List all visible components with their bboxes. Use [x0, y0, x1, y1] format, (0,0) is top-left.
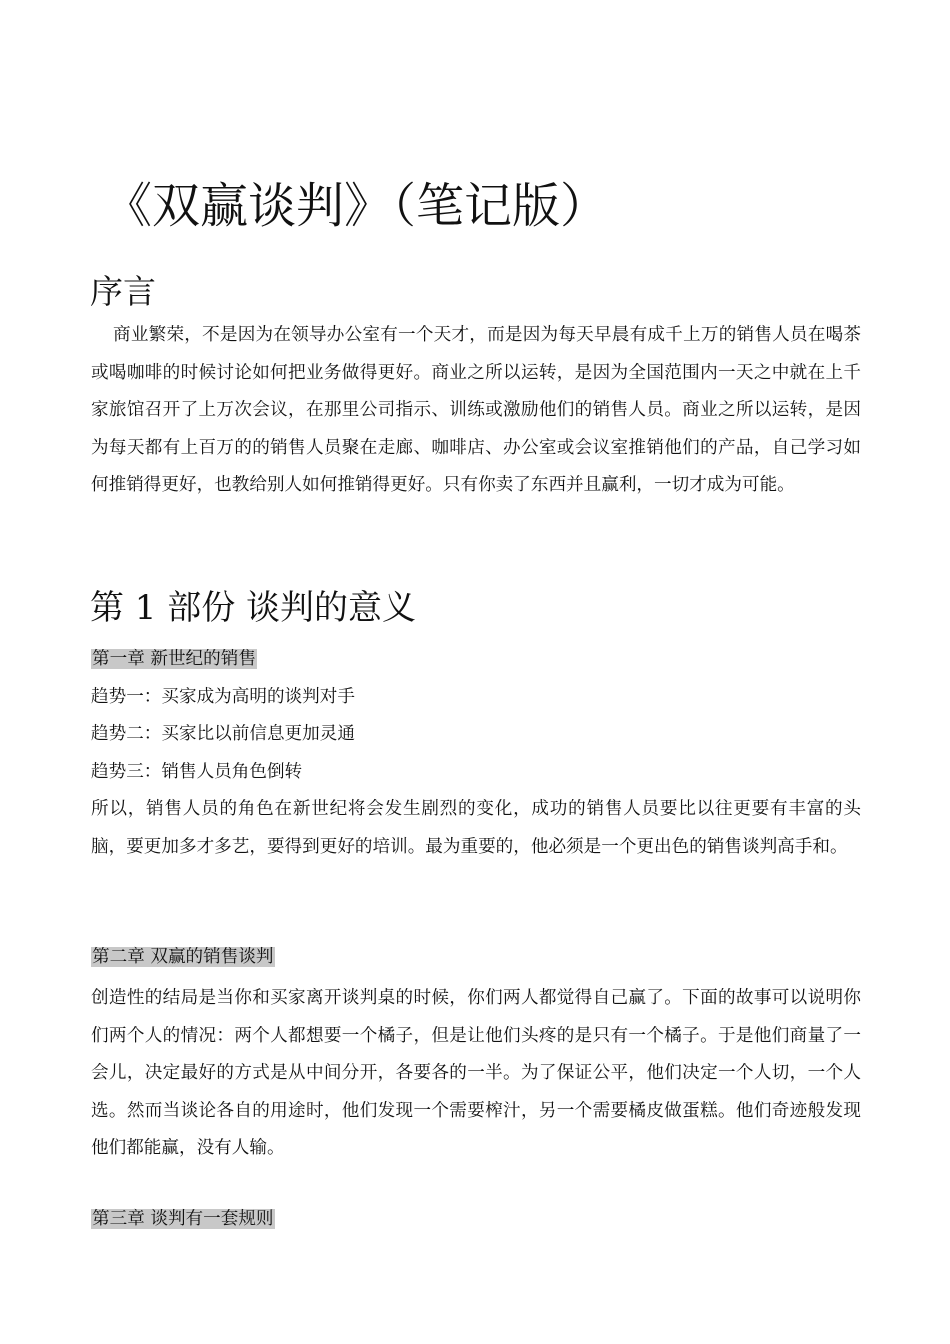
chapter-1-title [91, 647, 257, 671]
chapter-3-title [91, 1207, 275, 1231]
preface-paragraph: 商业繁荣，不是因为在领导办公室有一个天才，而是因为每天早晨有成千上万的销售人员在喝茶或喝咖啡的时候讨论如何把业务做得更好。商业之所以运转，是因为全国范围内一天之中就在上千家旅馆召开了上万次会议，在那里公司指示、训练或激励他们的销售人员。商业之所以运转，是因为每天都有上百万的的销售人员聚在走廊、咖啡店、办公室或会议室推销他们的产品，自己学习如何推销得更好，也教给别人如何推销得更好。只有你卖了东西并且赢利，一切才成为可能。 [91, 325, 861, 495]
trend-1: 趋势一：买家成为高明的谈判对手 [91, 687, 355, 707]
trend-3: 趋势三：销售人员角色倒转 [91, 762, 303, 782]
chapter-1-paragraph: 所以，销售人员的角色在新世纪将会发生剧烈的变化，成功的销售人员要比以往更要有丰富的头脑，要更加多才多艺，要得到更好的培训。最为重要的，他必须是一个更出色的销售谈判高手和。 [91, 799, 861, 857]
chapter-1-title-text: 第一章 新世纪的销售 [92, 649, 256, 669]
chapter-2-paragraph: 创造性的结局是当你和买家离开谈判桌的时候，你们两人都觉得自己赢了。下面的故事可以说明你们两个人的情况：两个人都想要一个橘子，但是让他们头疼的是只有一个橘子。于是他们商量了一会儿，决定最好的方式是从中间分开，各要各的一半。为了保证公平，他们决定一个人切，一个人选。然而当谈论各自的用途时，他们发现一个需要榨汁，另一个需要橘皮做蛋糕。他们奇迹般发现他们都能赢，没有人输。 [91, 988, 861, 1158]
trend-2: 趋势二：买家比以前信息更加灵通 [91, 724, 355, 744]
document-title: 《双赢谈判》（笔记版） [104, 178, 609, 234]
part-1-heading: 第 1 部份 谈判的意义 [90, 588, 417, 628]
chapter-2-title [91, 945, 275, 969]
chapter-2-title-text: 第二章 双赢的销售谈判 [92, 947, 274, 967]
chapter-3-title-text: 第三章 谈判有一套规则 [92, 1209, 274, 1229]
preface-heading: 序言 [90, 272, 156, 311]
